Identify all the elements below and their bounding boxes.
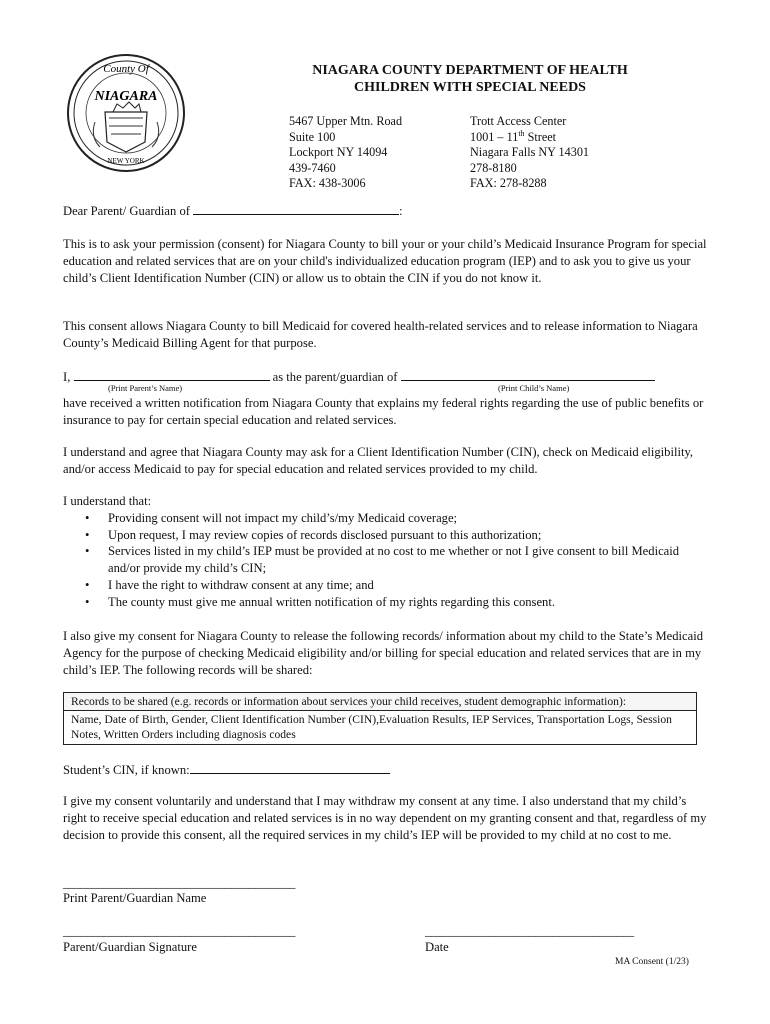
signature-label: Parent/Guardian Signature xyxy=(63,940,197,954)
understand-list xyxy=(63,510,713,611)
lockport-city: Lockport NY 14094 xyxy=(289,145,388,159)
lockport-suite: Suite 100 xyxy=(289,129,336,144)
lockport-phone: 439-7460 xyxy=(289,160,336,175)
paragraph-voluntary-consent: I give my consent voluntarily and understand that I may withdraw my consent at any time. I also understand that my child’s right to receive special education and related services is in no way dependent on my granting consent and that, regardless of my decision to provide this consent, all the required services in my child’s IEP will be provided to my child at no cost to me. xyxy=(63,794,707,842)
office-address-niagara-falls xyxy=(470,114,589,192)
seal-top-text: County Of xyxy=(103,63,149,75)
understand-section xyxy=(63,493,713,611)
paragraph-records-release: I also give my consent for Niagara County to release the following records/ information about my child to the State’s Medicaid Agency for the purpose of checking Medicaid eligibility and/or billing for special education and related services that are in my child’s IEP. The following records will be shared: xyxy=(63,629,704,677)
print-child-label: (Print Child’s Name) xyxy=(498,383,570,393)
nf-street: 1001 – 11th Street xyxy=(470,128,557,144)
understand-intro: I understand that: xyxy=(63,494,152,508)
department-name: NIAGARA COUNTY DEPARTMENT OF HEALTH xyxy=(312,63,628,78)
program-name: CHILDREN WITH SPECIAL NEEDS xyxy=(354,80,586,95)
child-name-field[interactable] xyxy=(193,202,399,215)
records-header: Records to be shared (e.g. records or information about services your child receives, student demographic information): xyxy=(64,693,696,711)
paragraph-consent-request: This is to ask your permission (consent) for Niagara County to bill your or your child’s Medicaid Insurance Program for special education and related services that are on your child's individualized education program (IEP) and to ask you to give us your child’s Client Identification Number (CIN) or allow us to obtain the CIN if you do not know it. xyxy=(63,237,707,285)
date-rule[interactable]: ____________________________________ xyxy=(425,924,634,938)
list-item: • Services listed in my child’s IEP must be provided at no cost to me whether or not I give consent to bill Medicaid and/or provide my child’s CIN; xyxy=(63,543,713,577)
nf-phone: 278-8180 xyxy=(470,160,517,175)
print-parent-label: (Print Parent’s Name) xyxy=(108,383,183,393)
lockport-street: 5467 Upper Mtn. Road xyxy=(289,114,403,128)
paragraph-billing-consent: This consent allows Niagara County to bill Medicaid for covered health-related services and to release information to Niagara County’s Medicaid Billing Agent for that purpose. xyxy=(63,319,698,350)
letterhead-title xyxy=(260,62,680,96)
lockport-fax: FAX: 438-3006 xyxy=(289,176,366,190)
nf-fax: FAX: 278-8288 xyxy=(470,176,547,190)
salutation: Dear Parent/ Guardian of : xyxy=(63,204,403,218)
print-name-rule[interactable]: ________________________________________ xyxy=(63,876,295,890)
list-item: • Upon request, I may review copies of records disclosed pursuant to this authorization; xyxy=(63,527,713,544)
student-cin-field[interactable] xyxy=(190,761,390,774)
signature-rule[interactable]: ________________________________________ xyxy=(63,924,295,938)
county-seal xyxy=(65,52,187,174)
list-item: • The county must give me annual written notification of my rights regarding this consent. xyxy=(63,594,713,611)
list-item: • I have the right to withdraw consent at any time; and xyxy=(63,577,713,594)
student-cin-line: Student’s CIN, if known: xyxy=(63,761,713,779)
form-footer: MA Consent (1/23) xyxy=(615,957,689,967)
nf-city: Niagara Falls NY 14301 xyxy=(470,145,590,159)
paragraph-cin-agreement: I understand and agree that Niagara County may ask for a Client Identification Number (CIN), check on Medicaid eligibility, and/or access Medicaid to pay for special education and related services provided to my child. xyxy=(63,445,694,476)
parent-name-field[interactable] xyxy=(74,368,270,381)
nf-name: Trott Access Center xyxy=(470,114,567,128)
office-address-lockport xyxy=(289,114,402,192)
print-name-label: Print Parent/Guardian Name xyxy=(63,891,207,905)
records-table xyxy=(63,692,697,745)
paragraph-notification: have received a written notification from Niagara County that explains my federal rights regarding the use of public benefits or insurance to pay for certain special education and related services. xyxy=(63,396,704,427)
list-item: • Providing consent will not impact my child’s/my Medicaid coverage; xyxy=(63,510,713,527)
consent-line: I, as the parent/guardian of xyxy=(63,368,713,386)
seal-name: NIAGARA xyxy=(94,89,158,104)
seal-bottom-text: NEW YORK xyxy=(107,157,145,165)
child-name-field-2[interactable] xyxy=(401,368,655,381)
records-body: Name, Date of Birth, Gender, Client Identification Number (CIN),Evaluation Results, IEP Services, Transportation Logs, Session Notes, Written Orders including diagnosis codes xyxy=(71,713,672,741)
date-label: Date xyxy=(425,940,449,954)
